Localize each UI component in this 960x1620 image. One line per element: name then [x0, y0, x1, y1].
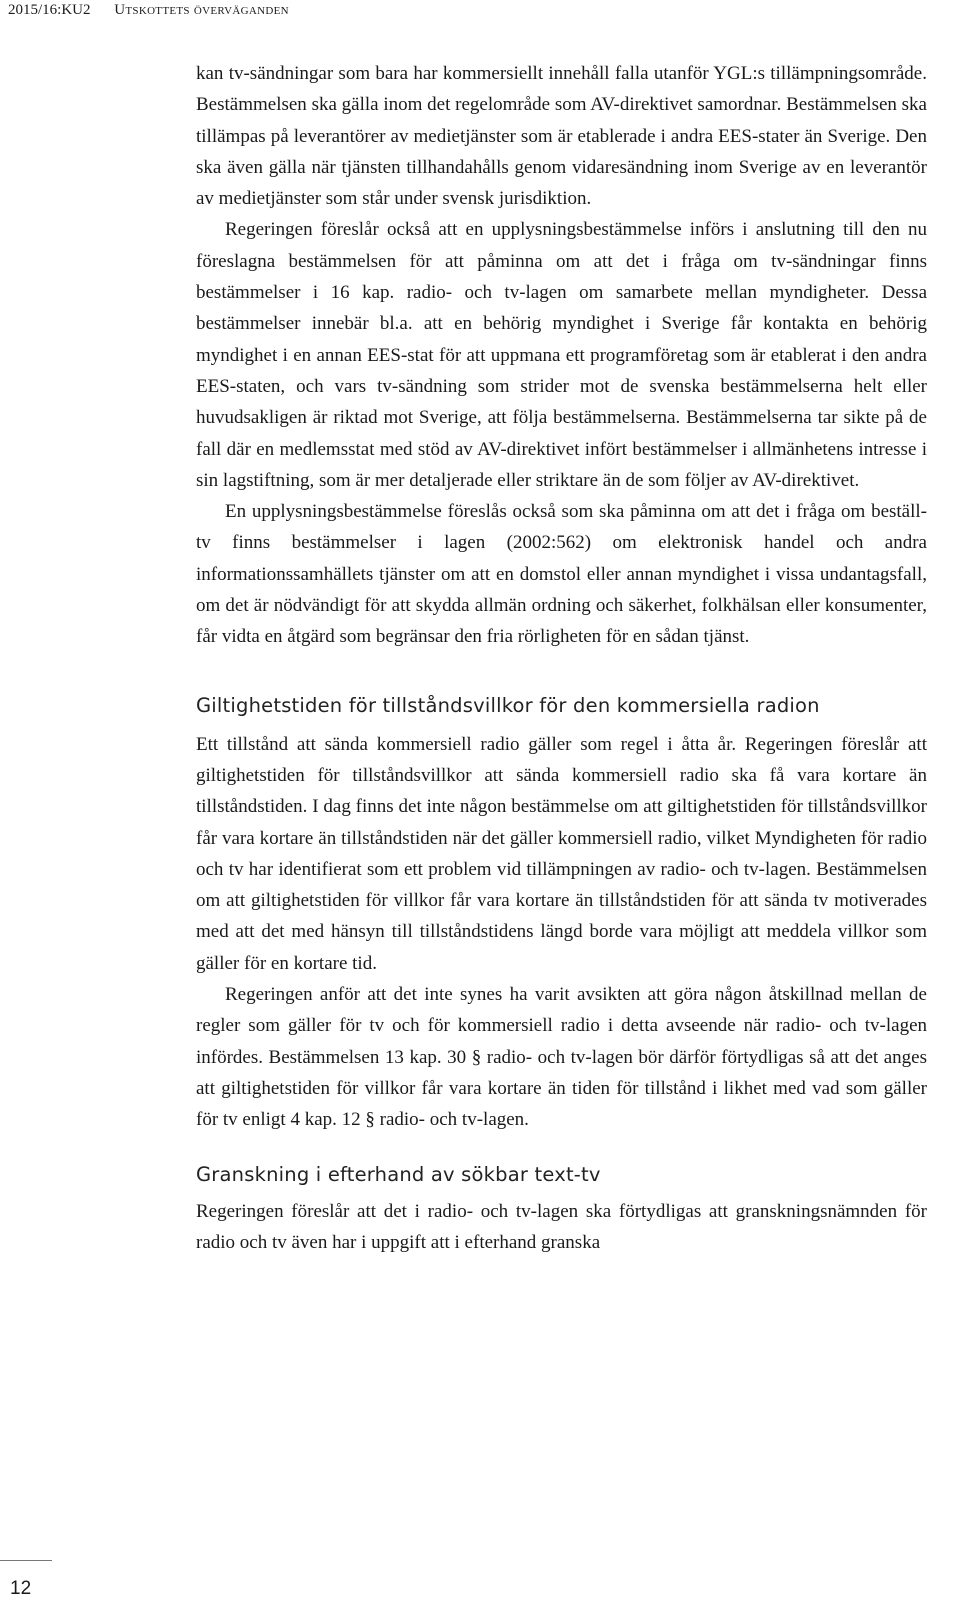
body-paragraph: Regeringen anför att det inte synes ha varit avsikten att göra någon åtskillnad mellan de regler som gäller för tv och för kommersiell radio i detta avseende när radio- och tv-lagen infördes. Bestämmelsen 13 kap. 30 § radio- och tv-lagen bör därför förtydligas så att det anges att giltighetstiden för villkor får vara kortare än tiden för tillstånd i likhet med vad som gäller för tv enligt 4 kap. 12 § radio- och tv-lagen. [196, 984, 927, 1131]
body-paragraph: En upplysningsbestämmelse föreslås också som ska påminna om att det i fråga om beställ-tv finns bestämmelser i lagen (2002:562) om elektronisk handel och andra informationssamhällets tjänster om att en domstol eller annan myndighet i vissa undantagsfall, om det är nödvändigt för att skydda allmän ordning och säkerhet, folkhälsan eller konsumenter, får vidta en åtgärd som begränsar den fria rörligheten för en sådan tjänst. [196, 501, 927, 648]
section-heading-giltighetstiden: Giltighetstiden för tillståndsvillkor för den kommersiella radion [196, 693, 820, 717]
section-heading-granskning: Granskning i efterhand av sökbar text-tv [196, 1162, 601, 1186]
footer-rule [0, 1560, 52, 1561]
document-number: 2015/16:KU2 [8, 2, 91, 18]
page-header [8, 0, 289, 20]
main-content [196, 58, 927, 1258]
header-section-title: Utskottets överväganden [114, 2, 289, 18]
page-number: 12 [10, 1578, 32, 1599]
body-paragraph: Regeringen föreslår att det i radio- och tv-lagen ska förtydligas att granskningsnämnden för radio och tv även har i uppgift att i efterhand granska [196, 1200, 927, 1253]
body-paragraph: Ett tillstånd att sända kommersiell radio gäller som regel i åtta år. Regeringen föreslår att giltighetstiden för tillståndsvillkor att sända kommersiell radio ska få vara kortare än tillståndstiden. I dag finns det inte någon bestämmelse om att giltighetstiden för tillståndsvillkor får vara kortare än tillståndstiden när det gäller kommersiell radio, vilket Myndigheten för radio och tv har identifierat som ett problem vid tillämpningen av radio- och tv-lagen. Bestämmelsen om att giltighetstiden för villkor får vara kortare än tillståndstiden för att sända tv motiverades med att det med hänsyn till tillståndstidens längd borde vara möjligt att meddela villkor som gäller för en kortare tid. [196, 733, 927, 974]
body-paragraph: Regeringen föreslår också att en upplysningsbestämmelse införs i anslutning till den nu föreslagna bestämmelsen för att påminna om att det i fråga om tv-sändningar finns bestämmelser i 16 kap. radio- och tv-lagen om samarbete mellan myndigheter. Dessa bestämmelser innebär bl.a. att en behörig myndighet i Sverige får kontakta en behörig myndighet i en annan EES-stat för att uppmana ett programföretag som är etablerat i den andra EES-staten, och vars tv-sändning som strider mot de svenska bestämmelserna helt eller huvudsakligen är riktad mot Sverige, att följa bestämmelserna. Bestämmelserna tar sikte på de fall där en medlemsstat med stöd av AV-direktivet infört bestämmelser i allmänhetens intresse i sin lagstiftning, som är mer detaljerade eller striktare än de som följer av AV-direktivet. [196, 219, 927, 491]
body-paragraph: kan tv-sändningar som bara har kommersiellt innehåll falla utanför YGL:s tillämpningsområde. Bestämmelsen ska gälla inom det regelområde som AV-direktivet samordnar. Bestämmelsen ska tillämpas på leverantörer av medietjänster som är etablerade i andra EES-stater än Sverige. Den ska även gälla när tjänsten tillhandahålls genom vidaresändning inom Sverige av en leverantör av medietjänster som står under svensk jurisdiktion. [196, 63, 927, 210]
